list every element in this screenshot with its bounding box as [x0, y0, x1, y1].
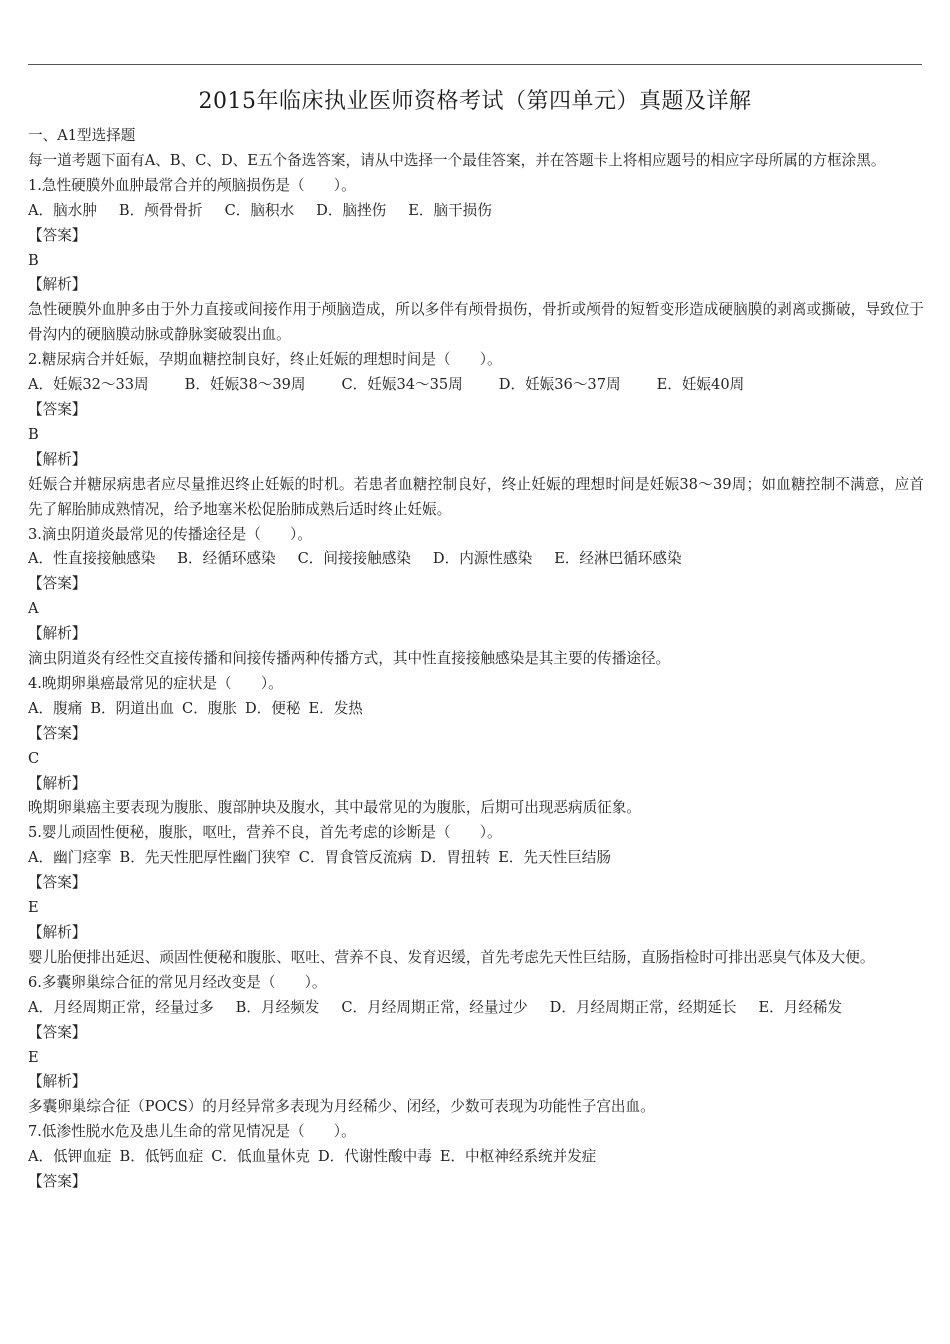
question-options [28, 547, 924, 572]
answer-label: 【答案】 [28, 226, 87, 244]
answer-label: 【答案】 [28, 1173, 87, 1191]
instructions: 每一道考题下面有A、B、C、D、E五个备选答案，请从中选择一个最佳答案，并在答题卡上将相应题号的相应字母所属的方框涂黑。 [28, 151, 886, 169]
option-c: C．脑积水 [224, 201, 295, 219]
answer-label: 【答案】 [28, 1023, 87, 1041]
option-e: E．中枢神经系统并发症 [439, 1148, 597, 1166]
option-c: C．胃食管反流病 [298, 849, 413, 867]
analysis-label: 【解析】 [28, 774, 87, 792]
option-e: E．先天性巨结肠 [498, 849, 611, 867]
question-stem: 7.低渗性脱水危及患儿生命的常见情况是（ ）。 [28, 1123, 356, 1141]
analysis-text: 婴儿胎便排出延迟、顽固性便秘和腹胀、呕吐、营养不良、发育迟缓，首先考虑先天性巨结肠，直肠指检时可排出恶臭气体及大便。 [28, 948, 875, 966]
option-c: C．低血量休克 [211, 1148, 310, 1166]
analysis-label: 【解析】 [28, 1073, 87, 1091]
section-heading: 一、A1型选择题 [28, 127, 136, 144]
option-c: C．腹胀 [182, 699, 237, 717]
question-stem: 6.多囊卵巢综合征的常见月经改变是（ ）。 [28, 973, 327, 991]
option-b: B．低钙血症 [119, 1148, 204, 1166]
option-d: D．内源性感染 [432, 550, 533, 568]
option-d: D．代谢性酸中毒 [317, 1148, 432, 1166]
analysis-text: 妊娠合并糖尿病患者应尽量推迟终止妊娠的时机。若患者血糖控制良好，终止妊娠的理想时间是妊娠38～39周；如血糖控制不满意，应首先了解胎肺成熟情况，给予地塞米松促胎肺成熟后适时终止妊娠。 [28, 475, 924, 518]
answer-value: B [28, 425, 39, 443]
analysis-text: 急性硬膜外血肿多由于外力直接或间接作用于颅脑造成，所以多伴有颅骨损伤，骨折或颅骨的短暂变形造成硬脑膜的剥离或撕破，导致位于骨沟内的硬脑膜动脉或静脉窦破裂出血。 [28, 301, 924, 344]
option-d: D．胃扭转 [420, 849, 491, 867]
option-b: B．先天性肥厚性幽门狭窄 [119, 849, 291, 867]
option-b: B．颅骨骨折 [118, 201, 203, 219]
answer-label: 【答案】 [28, 575, 87, 593]
option-a: A．脑水肿 [28, 201, 97, 219]
question-5 [28, 821, 924, 970]
answer-label: 【答案】 [28, 874, 87, 892]
option-b: B．妊娠38～39周 [184, 376, 306, 394]
question-options [28, 1145, 924, 1170]
option-d: D．便秘 [244, 699, 301, 717]
question-options [28, 996, 924, 1021]
option-a: A．妊娠32～33周 [28, 376, 149, 394]
question-list [28, 174, 924, 1195]
question-stem: 3.滴虫阴道炎最常见的传播途径是（ ）。 [28, 525, 312, 543]
question-7 [28, 1120, 924, 1195]
analysis-label: 【解析】 [28, 276, 87, 294]
question-stem: 5.婴儿顽固性便秘，腹胀，呕吐，营养不良，首先考虑的诊断是（ ）。 [28, 824, 502, 842]
option-e: E．脑干损伤 [408, 201, 492, 219]
option-d: D．脑挫伤 [316, 201, 387, 219]
option-c: C．妊娠34～35周 [341, 376, 463, 394]
option-a: A．腹痛 [28, 699, 83, 717]
option-a: A．月经周期正常，经量过多 [28, 998, 214, 1016]
page-title: 2015年临床执业医师资格考试（第四单元）真题及详解 [198, 89, 752, 114]
question-2 [28, 348, 924, 522]
option-b: B．月经频发 [235, 998, 320, 1016]
option-e: E．经淋巴循环感染 [554, 550, 682, 568]
question-options [28, 199, 924, 224]
question-6 [28, 971, 924, 1120]
option-d: D．妊娠36～37周 [498, 376, 621, 394]
question-stem: 4.晚期卵巢癌最常见的症状是（ ）。 [28, 674, 283, 692]
document-body [28, 124, 924, 1195]
analysis-label: 【解析】 [28, 625, 87, 643]
question-3 [28, 523, 924, 672]
question-options [28, 697, 924, 722]
analysis-label: 【解析】 [28, 450, 87, 468]
analysis-label: 【解析】 [28, 924, 87, 941]
option-e: E．月经稀发 [758, 998, 843, 1016]
answer-label: 【答案】 [28, 724, 87, 742]
answer-value: C [28, 749, 40, 767]
analysis-text: 晚期卵巢癌主要表现为腹胀、腹部肿块及腹水，其中最常见的为腹胀，后期可出现恶病质征象。 [28, 799, 641, 817]
question-stem: 1.急性硬膜外血肿最常合并的颅脑损伤是（ ）。 [28, 176, 356, 194]
option-e: E．发热 [308, 699, 363, 717]
question-1 [28, 174, 924, 348]
question-options [28, 846, 924, 871]
option-a: A．性直接接触感染 [28, 550, 156, 568]
option-c: C．月经周期正常，经量过少 [341, 998, 528, 1016]
option-a: A．低钾血症 [28, 1148, 112, 1166]
answer-value: B [28, 251, 39, 269]
question-4 [28, 672, 924, 821]
answer-value: E [28, 1048, 39, 1066]
option-b: B．阴道出血 [90, 699, 175, 717]
option-d: D．月经周期正常，经期延长 [549, 998, 737, 1016]
analysis-text: 滴虫阴道炎有经性交直接传播和间接传播两种传播方式，其中性直接接触感染是其主要的传播途径。 [28, 650, 671, 668]
option-b: B．经循环感染 [177, 550, 276, 568]
question-stem: 2.糖尿病合并妊娠，孕期血糖控制良好，终止妊娠的理想时间是（ ）。 [28, 351, 502, 369]
header-rule [28, 64, 922, 65]
answer-label: 【答案】 [28, 400, 87, 418]
answer-value: A [28, 600, 39, 618]
option-e: E．妊娠40周 [656, 376, 745, 394]
option-a: A．幽门痉挛 [28, 849, 112, 867]
question-options [28, 373, 924, 398]
analysis-text: 多囊卵巢综合征（POCS）的月经异常多表现为月经稀少、闭经，少数可表现为功能性子宫出血。 [28, 1098, 655, 1116]
answer-value: E [28, 899, 39, 917]
option-c: C．间接接触感染 [297, 550, 411, 568]
